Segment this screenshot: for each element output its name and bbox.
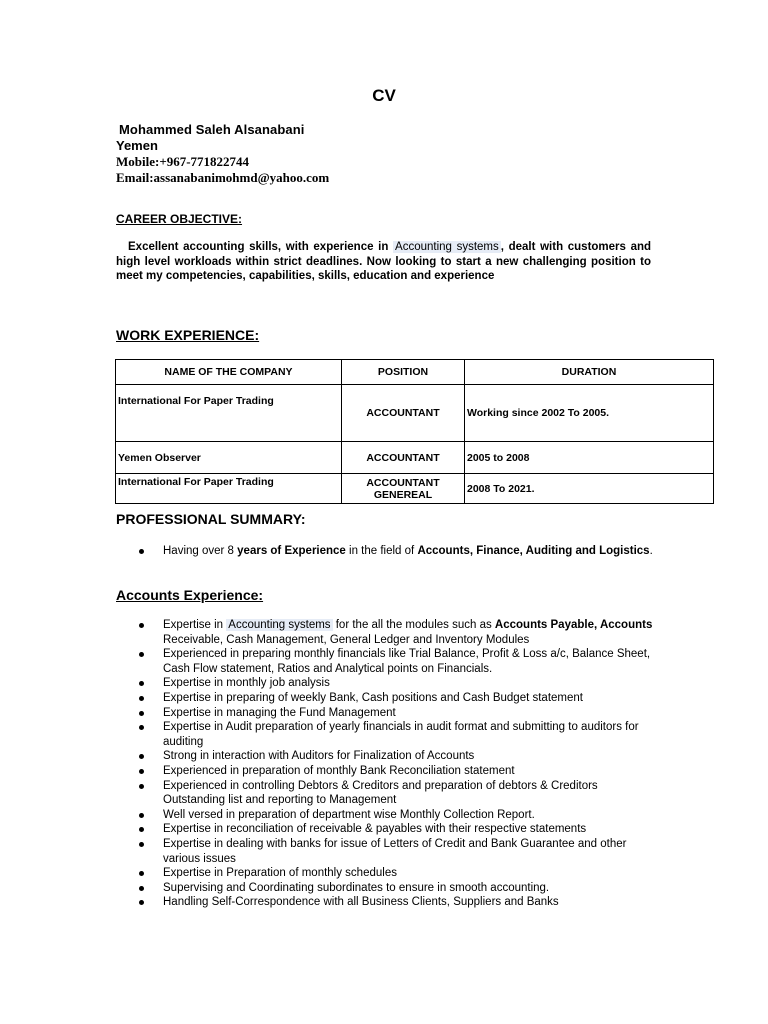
objective-text-end: , dealt with customers and high level workloads within strict deadlines. Now looking to start a new challenging position to meet my competencies, capabilities, skills, education and experience bbox=[116, 241, 652, 282]
list-item bbox=[116, 691, 656, 706]
item-text: Expertise in monthly job analysis bbox=[163, 677, 330, 690]
list-item bbox=[116, 749, 656, 764]
list-item bbox=[116, 866, 656, 881]
cell-position bbox=[342, 385, 465, 442]
bullet-icon bbox=[139, 769, 144, 774]
list-item bbox=[116, 779, 656, 808]
list-item bbox=[116, 706, 656, 721]
bullet-icon bbox=[139, 652, 144, 657]
list-item bbox=[116, 544, 656, 559]
bullet-icon bbox=[139, 900, 144, 905]
column-header-position: POSITION bbox=[342, 360, 465, 385]
applicant-email: Email:assanabanimohmd@yahoo.com bbox=[116, 170, 330, 185]
list-item bbox=[116, 822, 656, 837]
bullet-icon bbox=[139, 813, 144, 818]
bullet-icon bbox=[139, 886, 144, 891]
column-header-company: NAME OF THE COMPANY bbox=[116, 360, 342, 385]
item-text: Experienced in preparing monthly financials like Trial Balance, Profit & Loss a/c, Balance Sheet, Cash Flow statement, Ratios and Analytical points on Financials. bbox=[163, 648, 651, 675]
bullet-icon bbox=[139, 871, 144, 876]
item-text: Expertise in managing the Fund Management bbox=[163, 706, 396, 719]
item-text: Receivable, Cash Management, General Ledger and Inventory Modules bbox=[163, 633, 530, 646]
position-line: ACCOUNTANT bbox=[366, 451, 440, 464]
item-text: Handling Self-Correspondence with all Business Clients, Suppliers and Banks bbox=[163, 896, 559, 909]
list-item bbox=[116, 764, 656, 779]
cell-company: Yemen Observer bbox=[116, 442, 342, 474]
item-text: Expertise in dealing with banks for issue of Letters of Credit and Bank Guarantee and other various issues bbox=[163, 837, 627, 865]
work-experience-heading: WORK EXPERIENCE: bbox=[116, 327, 260, 343]
item-text: Expertise in reconciliation of receivable & payables with their respective statements bbox=[163, 823, 587, 836]
item-text: . bbox=[649, 545, 653, 557]
accounts-experience-heading: Accounts Experience: bbox=[116, 587, 264, 603]
cell-duration: Working since 2002 To 2005. bbox=[465, 385, 714, 442]
bullet-icon bbox=[139, 842, 144, 847]
cell-company: International For Paper Trading bbox=[116, 385, 342, 442]
bullet-icon bbox=[139, 681, 144, 686]
cell-duration: 2005 to 2008 bbox=[465, 442, 714, 474]
item-text: Experienced in preparation of monthly Bank Reconciliation statement bbox=[163, 764, 515, 777]
applicant-country: Yemen bbox=[116, 138, 158, 153]
item-text: Well versed in preparation of department wise Monthly Collection Report. bbox=[163, 808, 535, 821]
item-text: Strong in interaction with Auditors for Finalization of Accounts bbox=[163, 750, 475, 763]
item-text: Expertise in Audit preparation of yearly financials in audit format and submitting to auditors for auditing bbox=[163, 721, 639, 748]
position-line: GENEREAL bbox=[373, 488, 433, 501]
contact-block bbox=[116, 122, 329, 186]
item-text: Expertise in Preparation of monthly schedules bbox=[163, 867, 397, 880]
list-item bbox=[116, 881, 656, 896]
bullet-icon bbox=[139, 754, 144, 759]
list-item bbox=[116, 837, 656, 866]
item-text: Expertise in bbox=[163, 619, 227, 631]
item-text: Having over 8 bbox=[163, 545, 238, 557]
professional-summary-heading: PROFESSIONAL SUMMARY: bbox=[116, 511, 306, 527]
item-text: in the field of bbox=[345, 545, 418, 557]
table-row bbox=[116, 442, 714, 474]
table-row bbox=[116, 474, 714, 504]
bullet-icon bbox=[139, 784, 144, 789]
bullet-icon bbox=[139, 623, 144, 628]
bullet-icon bbox=[139, 725, 144, 730]
item-text-bold: Accounts Payable, Accounts bbox=[494, 619, 653, 631]
table-header-row bbox=[116, 360, 714, 385]
list-item bbox=[116, 720, 656, 749]
bullet-icon bbox=[139, 711, 144, 716]
applicant-mobile: Mobile:+967-771822744 bbox=[116, 154, 250, 169]
item-text-highlight: Accounting systems bbox=[228, 619, 331, 631]
column-header-duration: DURATION bbox=[465, 360, 714, 385]
item-text-bold: years of Experience bbox=[237, 545, 346, 557]
objective-highlight: Accounting systems bbox=[395, 241, 499, 253]
bullet-icon bbox=[139, 827, 144, 832]
list-item bbox=[116, 618, 656, 647]
position-line: ACCOUNTANT bbox=[366, 407, 440, 419]
item-text: for the all the modules such as bbox=[332, 619, 495, 631]
cell-position bbox=[342, 474, 465, 504]
bullet-icon bbox=[139, 549, 144, 554]
career-objective-heading: CAREER OBJECTIVE: bbox=[116, 212, 243, 226]
position-line: ACCOUNTANT bbox=[366, 476, 440, 489]
list-item bbox=[116, 676, 656, 691]
cell-duration: 2008 To 2021. bbox=[465, 474, 714, 504]
document-title: CV bbox=[372, 86, 396, 105]
cell-position bbox=[342, 442, 465, 474]
bullet-icon bbox=[139, 696, 144, 701]
item-text: Supervising and Coordinating subordinates to ensure in smooth accounting. bbox=[163, 881, 550, 894]
work-experience-table bbox=[115, 359, 714, 504]
item-text-bold: Accounts, Finance, Auditing and Logistics bbox=[417, 545, 650, 557]
item-text: Experienced in controlling Debtors & Creditors and preparation of debtors & Creditors Outstanding list and reporting to Management bbox=[163, 779, 598, 807]
applicant-name: Mohammed Saleh Alsanabani bbox=[119, 122, 305, 137]
list-item bbox=[116, 895, 656, 910]
accounts-experience-list bbox=[116, 618, 656, 910]
cell-company: International For Paper Trading bbox=[116, 474, 342, 504]
table-row bbox=[116, 385, 714, 442]
career-objective-text bbox=[116, 240, 651, 284]
list-item bbox=[116, 647, 656, 676]
professional-summary-list bbox=[116, 544, 656, 559]
objective-text-start: Excellent accounting skills, with experience in bbox=[128, 241, 394, 253]
item-text: Expertise in preparing of weekly Bank, Cash positions and Cash Budget statement bbox=[163, 691, 583, 704]
list-item bbox=[116, 808, 656, 823]
